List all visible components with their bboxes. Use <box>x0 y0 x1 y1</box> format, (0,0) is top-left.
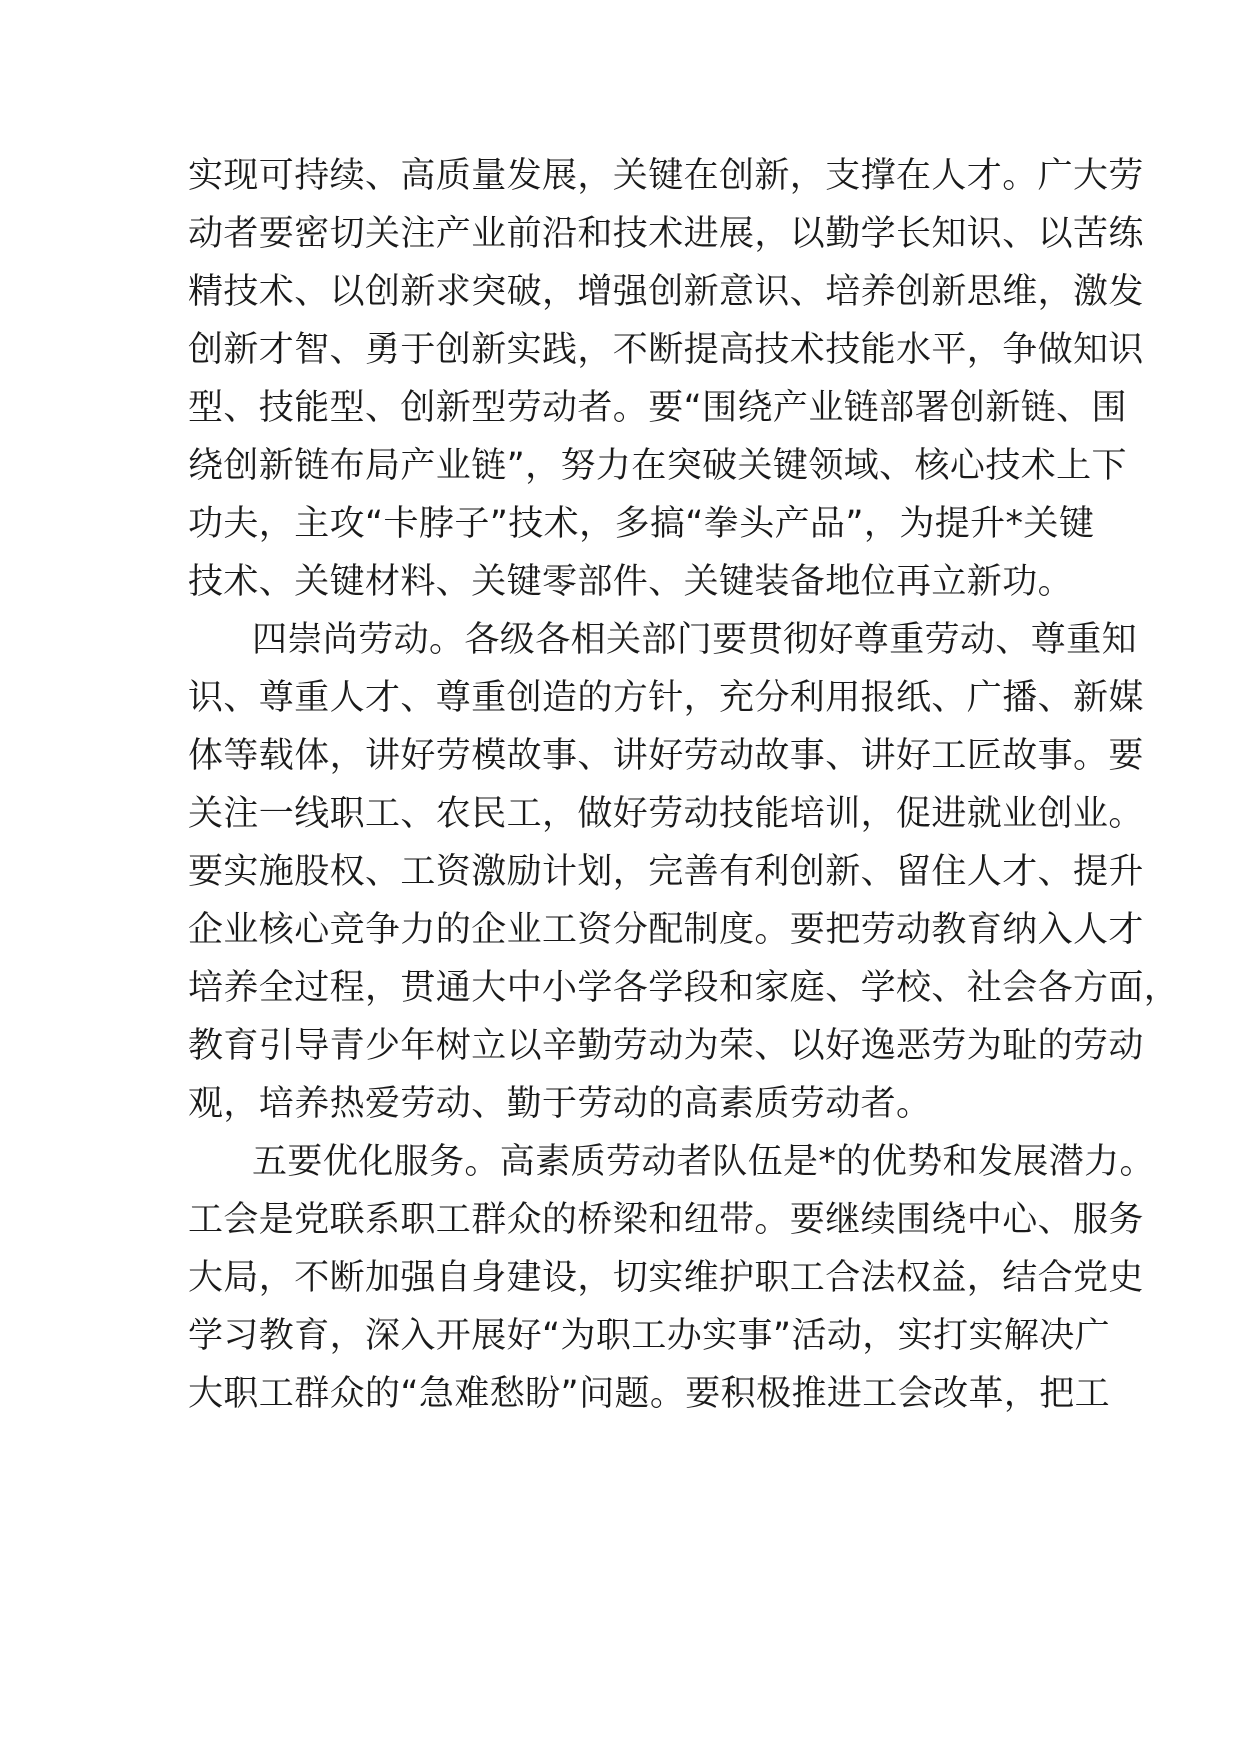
text-line: 关注一线职工、农民工，做好劳动技能培训，促进就业创业。 <box>188 794 1144 834</box>
text-line: 教育引导青少年树立以辛勤劳动为荣、以好逸恶劳为耻的劳动 <box>188 1026 1144 1066</box>
text-line: 精技术、以创新求突破，增强创新意识、培养创新思维，激发 <box>188 272 1144 312</box>
text-line: 工会是党联系职工群众的桥梁和纽带。要继续围绕中心、服务 <box>188 1200 1144 1240</box>
text-line: 体等载体，讲好劳模故事、讲好劳动故事、讲好工匠故事。要 <box>188 736 1144 776</box>
text-line: 功夫，主攻“卡脖子”技术，多搞“拳头产品”，为提升*关键 <box>188 504 1095 544</box>
text-line: 实现可持续、高质量发展，关键在创新，支撑在人才。广大劳 <box>188 156 1144 196</box>
text-line: 创新才智、勇于创新实践，不断提高技术技能水平，争做知识 <box>188 330 1144 370</box>
text-line: 绕创新链布局产业链”，努力在突破关键领域、核心技术上下 <box>188 446 1127 486</box>
text-line: 识、尊重人才、尊重创造的方针，充分利用报纸、广播、新媒 <box>188 678 1144 718</box>
paragraph-start-line: 四崇尚劳动。各级各相关部门要贯彻好尊重劳动、尊重知 <box>252 620 1138 660</box>
paragraph-start-line: 五要优化服务。高素质劳动者队伍是*的优势和发展潜力。 <box>252 1142 1155 1182</box>
text-line: 动者要密切关注产业前沿和技术进展，以勤学长知识、以苦练 <box>188 214 1144 254</box>
text-line: 企业核心竞争力的企业工资分配制度。要把劳动教育纳入人才 <box>188 910 1144 950</box>
text-line: 观，培养热爱劳动、勤于劳动的高素质劳动者。 <box>188 1084 932 1124</box>
text-line: 要实施股权、工资激励计划，完善有利创新、留住人才、提升 <box>188 852 1144 892</box>
text-line: 培养全过程，贯通大中小学各学段和家庭、学校、社会各方面， <box>188 968 1180 1008</box>
text-line: 学习教育，深入开展好“为职工办实事”活动，实打实解决广 <box>188 1316 1111 1356</box>
text-line: 技术、关键材料、关键零部件、关键装备地位再立新功。 <box>188 562 1074 602</box>
text-line: 大职工群众的“急难愁盼”问题。要积极推进工会改革，把工 <box>188 1374 1111 1414</box>
text-line: 大局，不断加强自身建设，切实维护职工合法权益，结合党史 <box>188 1258 1144 1298</box>
text-line: 型、技能型、创新型劳动者。要“围绕产业链部署创新链、围 <box>188 388 1127 428</box>
